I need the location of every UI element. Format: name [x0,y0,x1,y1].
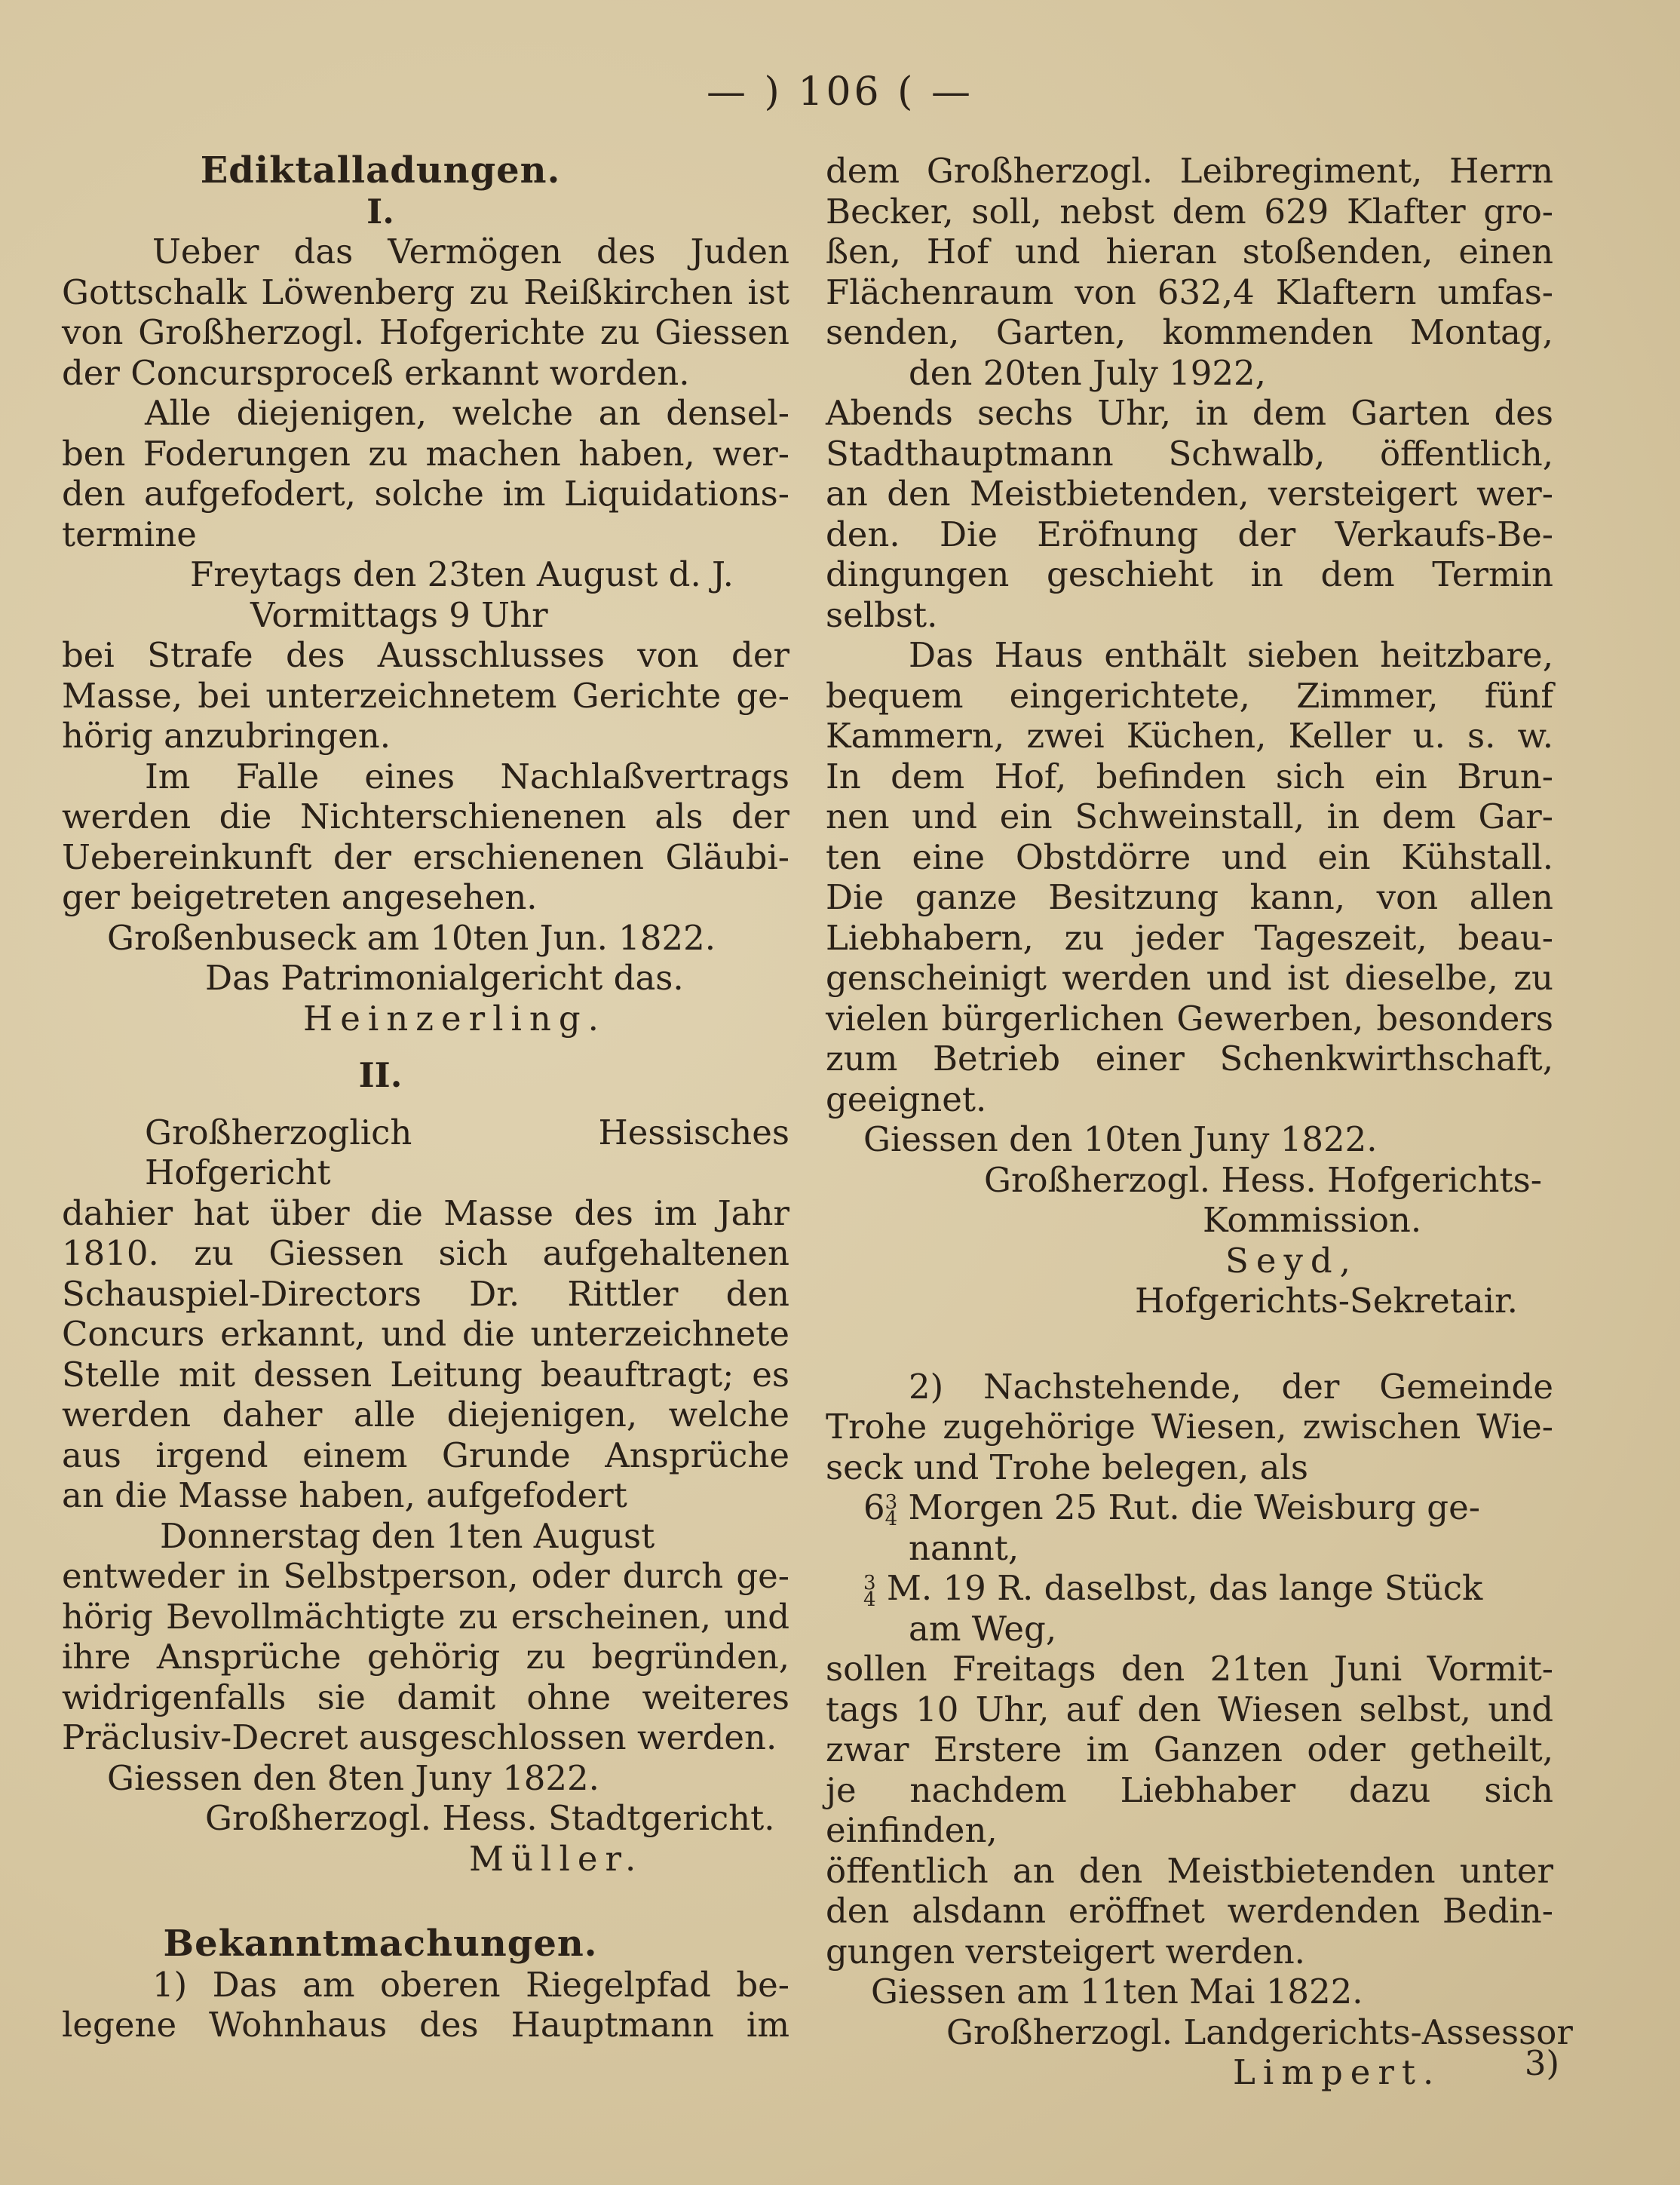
text-line: Trohe zugehörige Wiesen, zwischen Wie- [826,1407,1553,1447]
spacer [826,1321,1553,1367]
text-line: ihre Ansprüche gehörig zu begründen, [62,1637,789,1677]
section-number-1: I. [366,191,394,232]
text-line: je nachdem Liebhaber dazu sich einfinden, [826,1769,1553,1850]
text-line: Im Falle eines Nachlaßvertrags [145,756,789,796]
signature-line: Heinzerling. [303,998,606,1039]
text-line: ten eine Obstdörre und ein Kühstall. [826,836,1553,877]
text-line: dingungen geschieht in dem Termin [826,554,1553,594]
text-line: Hofgerichts-Sekretair. [1135,1281,1518,1321]
text-line: Großherzoglich Hessisches Hofgericht [145,1112,789,1192]
text-line: den aufgefodert, solche im Liquidations- [62,474,789,514]
text-line: Großenbuseck am 10ten Jun. 1822. [107,917,716,958]
text-line: Flächenraum von 632,4 Klaftern umfas- [826,272,1553,312]
text-line: Kammern, zwei Küchen, Keller u. s. w. [826,716,1553,756]
text-line: hörig anzubringen. [62,716,391,756]
text-line: nen und ein Schweinstall, in dem Gar- [826,796,1553,836]
text-line: Gottschalk Löwenberg zu Reißkirchen ist [62,272,789,312]
text-line: den. Die Eröfnung der Verkaufs-Be- [826,514,1553,554]
continuation-marker: 3) [1524,2043,1559,2083]
text-line: 2) Nachstehende, der Gemeinde [909,1366,1553,1407]
right-column [826,151,1573,2093]
text-line: Concurs erkannt, und die unterzeichnete [62,1314,789,1354]
text-line: öffentlich an den Meistbietenden unter [826,1850,1553,1891]
text-line: 1810. zu Giessen sich aufgehaltenen [62,1233,789,1273]
fraction-numerator: 3 [884,1490,898,1514]
fraction-whole: 6 [863,1487,885,1527]
text-line: Masse, bei unterzeichnetem Gerichte ge- [62,675,789,716]
text-line: dem Großherzogl. Leibregiment, Herrn [826,151,1553,191]
text-line: Abends sechs Uhr, in dem Garten des [826,393,1553,433]
text-line: genscheinigt werden und ist dieselbe, zu [826,958,1553,998]
section-title-bekanntmachungen: Bekanntmachungen. [163,1923,598,1965]
text-line: den alsdann eröffnet werdenden Bedin- [826,1891,1553,1931]
spacer [62,1879,789,1924]
text-line: Großherzogl. Hess. Hofgerichts- [984,1159,1542,1200]
text-line: Giessen den 8ten Juny 1822. [107,1757,599,1798]
text-line: Kommission. [1203,1200,1422,1240]
text-line: zwar Erstere im Ganzen oder getheilt, [826,1729,1553,1769]
text-line: Uebereinkunft der erschienenen Gläubi- [62,836,789,877]
fraction-denominator: 4 [884,1507,898,1530]
text-line: werden daher alle diejenigen, welche [62,1395,789,1435]
text-line: Giessen den 10ten Juny 1822. [863,1119,1378,1159]
text-line: seck und Trohe belegen, als [826,1447,1308,1487]
text-line: an den Meistbietenden, versteigert wer- [826,474,1553,514]
spacer [62,1039,789,1055]
text-line: ßen, Hof und hieran stoßenden, einen [826,232,1553,272]
text-line: legene Wohnhaus des Hauptmann im [62,2005,789,2045]
text-line: ben Foderungen zu machen haben, wer- [62,433,789,474]
text-line: Stelle mit dessen Leitung beauftragt; es [62,1354,789,1395]
text-line: Präclusiv-Decret ausgeschlossen werden. [62,1717,777,1757]
text-line: Stadthauptmann Schwalb, öffentlich, [826,433,1553,474]
text-line: hörig Bevollmächtigte zu erscheinen, und [62,1596,789,1637]
text-line: Schauspiel-Directors Dr. Rittler den [62,1273,789,1314]
text-line: zum Betrieb einer Schenkwirthschaft, [826,1039,1553,1079]
signature-line: Limpert. [1233,2052,1442,2092]
text-line: In dem Hof, befinden sich ein Brun- [826,756,1553,796]
text-line: termine [62,514,197,554]
text-line: Die ganze Besitzung kann, von allen [826,877,1553,917]
text-line: von Großherzogl. Hofgerichte zu Giessen [62,312,789,352]
text-line: Freytags den 23ten August d. J. [190,554,734,594]
text-line: gungen versteigert werden. [826,1931,1305,1972]
text-line: geeignet. [826,1079,987,1119]
text-line: Becker, soll, nebst dem 629 Klafter gro- [826,191,1553,232]
text-line: Alle diejenigen, welche an densel- [145,393,789,433]
text-line: Das Haus enthält sieben heitzbare, [909,635,1553,675]
text-line: Vormittags 9 Uhr [250,594,548,635]
list-item-text: Morgen 25 Rut. die Weisburg ge- [908,1487,1480,1527]
signature-line: Müller. [469,1838,644,1879]
text-line: Großherzogl. Landgerichts-Assessor [946,2012,1573,2052]
page-number: — ) 106 ( — [707,69,973,115]
text-line: dahier hat über die Masse des im Jahr [62,1192,789,1233]
text-line: vielen bürgerlichen Gewerben, besonders [826,998,1553,1039]
fraction [884,1490,898,1530]
fraction [863,1571,876,1611]
text-line: Das Patrimonialgericht das. [205,958,684,998]
text-line: selbst. [826,594,938,635]
text-line: am Weg, [909,1608,1057,1649]
text-line: widrigenfalls sie damit ohne weiteres [62,1677,789,1717]
text-line: aus irgend einem Grunde Ansprüche [62,1435,789,1475]
text-line: Giessen am 11ten Mai 1822. [871,1972,1363,2012]
list-item [826,1568,1553,1609]
text-line: Großherzogl. Hess. Stadtgericht. [205,1798,775,1838]
text-line: Ueber das Vermögen des Juden [152,232,789,272]
text-line: sollen Freitags den 21ten Juni Vormit- [826,1649,1553,1689]
text-line: ger beigetreten angesehen. [62,877,538,917]
fraction-denominator: 4 [863,1588,876,1611]
text-line: bei Strafe des Ausschlusses von der [62,635,789,675]
text-line: nannt, [909,1527,1019,1568]
text-line: Donnerstag den 1ten August [160,1515,655,1556]
section-number-2: II. [358,1055,403,1095]
text-line: Liebhabern, zu jeder Tageszeit, beau- [826,917,1553,958]
list-item-text: M. 19 R. daselbst, das lange Stück [886,1568,1483,1608]
text-line: 1) Das am oberen Riegelpfad be- [152,1964,789,2005]
text-line: tags 10 Uhr, auf den Wiesen selbst, und [826,1689,1553,1729]
section-title-ediktalladungen: Ediktalladungen. [200,149,561,192]
text-line: senden, Garten, kommenden Montag, [826,312,1553,352]
text-line: entweder in Selbstperson, oder durch ge- [62,1556,789,1596]
text-line: den 20ten July 1922, [909,352,1266,393]
fraction-numerator: 3 [863,1571,876,1594]
signature-line: Seyd, [1225,1240,1358,1281]
list-item [826,1487,1553,1528]
spacer [62,1096,789,1112]
left-column [62,151,789,2045]
text-line: werden die Nichterschienenen als der [62,796,789,836]
text-line: der Concursproceß erkannt worden. [62,352,690,393]
text-line: bequem eingerichtete, Zimmer, fünf [826,675,1553,716]
text-line: an die Masse haben, aufgefodert [62,1475,627,1515]
